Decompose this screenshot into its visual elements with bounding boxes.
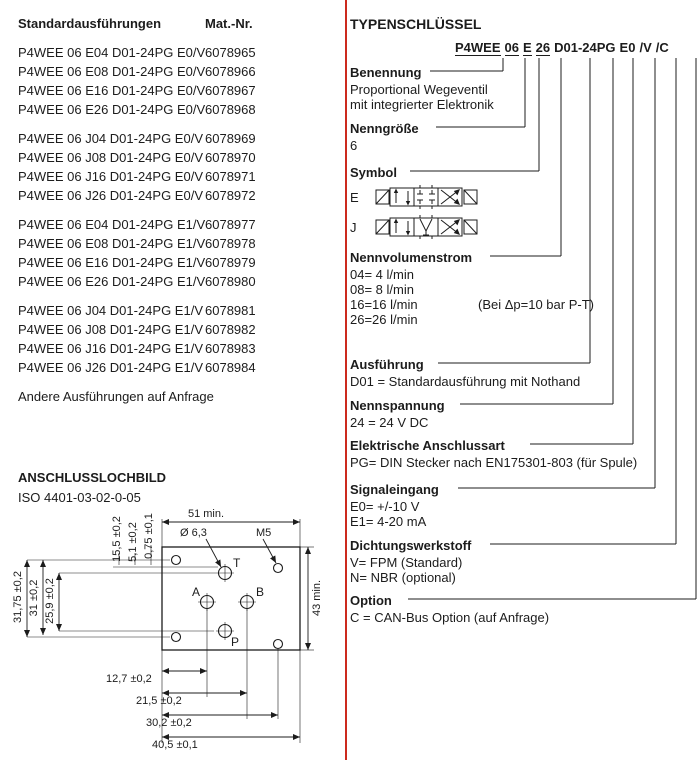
part-code: P4WEE 06 J26 D01-24PG E1/V bbox=[18, 360, 203, 375]
part-row bbox=[18, 100, 348, 119]
dim-215-label: 21,5 ±0,2 bbox=[136, 695, 182, 707]
part-mat: 6078970 bbox=[205, 150, 256, 165]
part-mat: 6078969 bbox=[205, 131, 256, 146]
section-signaleingang bbox=[350, 482, 698, 529]
section-option bbox=[350, 593, 698, 625]
standard-versions-panel bbox=[18, 16, 348, 406]
section-dichtungswerkstoff bbox=[350, 538, 698, 585]
flow-16-text: 16=16 l/min bbox=[350, 297, 418, 312]
dim-302-label: 30,2 ±0,2 bbox=[146, 717, 192, 729]
section-label: Symbol bbox=[350, 165, 402, 180]
part-row bbox=[18, 272, 348, 291]
section-text: 6 bbox=[350, 138, 358, 153]
extension-lines bbox=[27, 519, 314, 743]
section-nenngroesse bbox=[350, 121, 698, 153]
part-code: P4WEE 06 E26 D01-24PG E0/V bbox=[18, 102, 206, 117]
section-text: 08= 8 l/min bbox=[350, 282, 414, 297]
other-versions-note: Andere Ausführungen auf Anfrage bbox=[18, 389, 214, 404]
part-row bbox=[18, 129, 348, 148]
section-label: Dichtungswerkstoff bbox=[350, 538, 476, 553]
part-row bbox=[18, 339, 348, 358]
part-row bbox=[18, 234, 348, 253]
section-text: Proportional Wegeventil bbox=[350, 82, 488, 97]
column-divider bbox=[345, 0, 347, 760]
part-row bbox=[18, 253, 348, 272]
code-segment-option: /C bbox=[655, 40, 669, 55]
code-segment-seal: /V bbox=[639, 40, 652, 55]
part-group bbox=[18, 43, 348, 119]
part-code: P4WEE 06 E16 D01-24PG E0/V bbox=[18, 83, 206, 98]
part-code: P4WEE 06 J16 D01-24PG E1/V bbox=[18, 341, 203, 356]
part-mat: 6078982 bbox=[205, 322, 256, 337]
part-code: P4WEE 06 E04 D01-24PG E1/V bbox=[18, 217, 206, 232]
section-text: D01 = Standardausführung mit Nothand bbox=[350, 374, 581, 389]
section-label: Elektrische Anschlussart bbox=[350, 438, 510, 453]
part-code: P4WEE 06 J16 D01-24PG E0/V bbox=[18, 169, 203, 184]
dim-155-label: 15,5 ±0,2 bbox=[111, 516, 123, 562]
part-row bbox=[18, 215, 348, 234]
dim-51-label: 5,1 ±0,2 bbox=[127, 522, 139, 562]
dim-hole-label: Ø 6,3 bbox=[180, 527, 207, 539]
part-row bbox=[18, 148, 348, 167]
part-mat: 6078966 bbox=[205, 64, 256, 79]
material-number-heading: Mat.-Nr. bbox=[205, 16, 253, 31]
section-benennung bbox=[350, 65, 698, 112]
part-mat: 6078983 bbox=[205, 341, 256, 356]
section-label: Nenngröße bbox=[350, 121, 424, 136]
dim-127-label: 12,7 ±0,2 bbox=[106, 673, 152, 685]
code-segment-series: P4WEE bbox=[455, 40, 501, 55]
code-segment-size: 06 bbox=[504, 40, 519, 55]
part-mat: 6078984 bbox=[205, 360, 256, 375]
part-code: P4WEE 06 J04 D01-24PG E1/V bbox=[18, 303, 203, 318]
symbol-row-j bbox=[350, 212, 698, 242]
part-row bbox=[18, 301, 348, 320]
section-text: V= FPM (Standard) bbox=[350, 555, 463, 570]
mounting-pattern-drawing bbox=[0, 505, 345, 760]
section-text: mit integrierter Elektronik bbox=[350, 97, 494, 112]
section-label: Ausführung bbox=[350, 357, 429, 372]
section-text: E1= 4-20 mA bbox=[350, 514, 427, 529]
dim-405-label: 40,5 ±0,1 bbox=[152, 739, 198, 751]
symbol-row-e bbox=[350, 182, 698, 212]
part-code: P4WEE 06 J08 D01-24PG E1/V bbox=[18, 322, 203, 337]
port-label-p: P bbox=[231, 635, 240, 649]
mounting-hole bbox=[274, 640, 283, 649]
section-symbol bbox=[350, 165, 698, 242]
dim-width-label: 51 min. bbox=[187, 508, 225, 520]
part-group bbox=[18, 301, 348, 377]
section-text: N= NBR (optional) bbox=[350, 570, 456, 585]
part-mat: 6078979 bbox=[205, 255, 256, 270]
dim-3175-label: 31,75 ±0,2 bbox=[12, 571, 24, 623]
section-label: Option bbox=[350, 593, 397, 608]
mounting-hole bbox=[274, 564, 283, 573]
symbol-key: E bbox=[350, 189, 359, 205]
part-code: P4WEE 06 E08 D01-24PG E0/V bbox=[18, 64, 206, 79]
part-mat: 6078967 bbox=[205, 83, 256, 98]
part-row bbox=[18, 358, 348, 377]
port-label-a: A bbox=[192, 585, 201, 599]
part-row bbox=[18, 62, 348, 81]
code-segment-version: D01-24PG bbox=[554, 40, 616, 55]
section-elektrische-anschlussart bbox=[350, 438, 698, 470]
valve-symbol-e-icon bbox=[375, 185, 479, 209]
code-segment-symbol: E bbox=[522, 40, 532, 55]
part-mat: 6078971 bbox=[205, 169, 256, 184]
part-row bbox=[18, 186, 348, 205]
part-number-list bbox=[18, 43, 348, 377]
part-row bbox=[18, 43, 348, 62]
section-text: E0= +/-10 V bbox=[350, 499, 420, 514]
valve-symbol-j-icon bbox=[375, 215, 479, 239]
port-label-b: B bbox=[256, 585, 265, 599]
dim-thread-label: M5 bbox=[256, 527, 272, 539]
dim-075-label: 0,75 ±0,1 bbox=[143, 513, 155, 559]
part-mat: 6078980 bbox=[205, 274, 256, 289]
section-text: 24 = 24 V DC bbox=[350, 415, 429, 430]
part-code: P4WEE 06 E26 D01-24PG E1/V bbox=[18, 274, 206, 289]
dim-43-label: 43 min. bbox=[311, 579, 323, 617]
part-mat: 6078968 bbox=[205, 102, 256, 117]
section-text: PG= DIN Stecker nach EN175301-803 (für Spule) bbox=[350, 455, 638, 470]
code-segment-flow: 26 bbox=[535, 40, 551, 55]
part-mat: 6078965 bbox=[205, 45, 256, 60]
iso-standard-label: ISO 4401-03-02-0-05 bbox=[18, 490, 141, 505]
part-code: P4WEE 06 E16 D01-24PG E1/V bbox=[18, 255, 206, 270]
part-mat: 6078981 bbox=[205, 303, 256, 318]
part-code: P4WEE 06 J08 D01-24PG E0/V bbox=[18, 150, 203, 165]
mounting-hole bbox=[172, 556, 181, 565]
section-text: 04= 4 l/min bbox=[350, 267, 414, 282]
mounting-pattern-heading: ANSCHLUSSLOCHBILD bbox=[18, 470, 167, 485]
mounting-hole bbox=[172, 633, 181, 642]
dim-31-label: 31 ±0,2 bbox=[28, 579, 40, 617]
flow-note: (Bei Δp=10 bar P-T) bbox=[478, 297, 594, 312]
section-text bbox=[350, 297, 698, 312]
dim-259-label: 25,9 ±0,2 bbox=[44, 578, 56, 624]
section-nennspannung bbox=[350, 398, 698, 430]
part-mat: 6078972 bbox=[205, 188, 256, 203]
section-text: C = CAN-Bus Option (auf Anfrage) bbox=[350, 610, 550, 625]
type-key-code bbox=[455, 40, 673, 56]
type-key-panel bbox=[350, 0, 700, 760]
part-row bbox=[18, 320, 348, 339]
part-group bbox=[18, 129, 348, 205]
type-key-heading: TYPENSCHLÜSSEL bbox=[350, 16, 482, 32]
section-label: Signaleingang bbox=[350, 482, 444, 497]
section-text: 26=26 l/min bbox=[350, 312, 418, 327]
section-label: Nennspannung bbox=[350, 398, 450, 413]
section-label: Benennung bbox=[350, 65, 427, 80]
part-code: P4WEE 06 E08 D01-24PG E1/V bbox=[18, 236, 206, 251]
part-code: P4WEE 06 J04 D01-24PG E0/V bbox=[18, 131, 203, 146]
part-code: P4WEE 06 E04 D01-24PG E0/V bbox=[18, 45, 206, 60]
section-nennvolumenstrom bbox=[350, 250, 698, 327]
part-mat: 6078977 bbox=[205, 217, 256, 232]
part-mat: 6078978 bbox=[205, 236, 256, 251]
part-code: P4WEE 06 J26 D01-24PG E0/V bbox=[18, 188, 203, 203]
part-row bbox=[18, 81, 348, 100]
section-ausfuehrung bbox=[350, 357, 698, 389]
holes bbox=[172, 556, 283, 649]
code-segment-signal: E0 bbox=[619, 40, 636, 55]
symbol-key: J bbox=[350, 219, 357, 235]
section-label: Nennvolumenstrom bbox=[350, 250, 477, 265]
part-group bbox=[18, 215, 348, 291]
standard-versions-heading: Standardausführungen bbox=[18, 16, 162, 31]
port-label-t: T bbox=[233, 556, 241, 570]
part-row bbox=[18, 167, 348, 186]
